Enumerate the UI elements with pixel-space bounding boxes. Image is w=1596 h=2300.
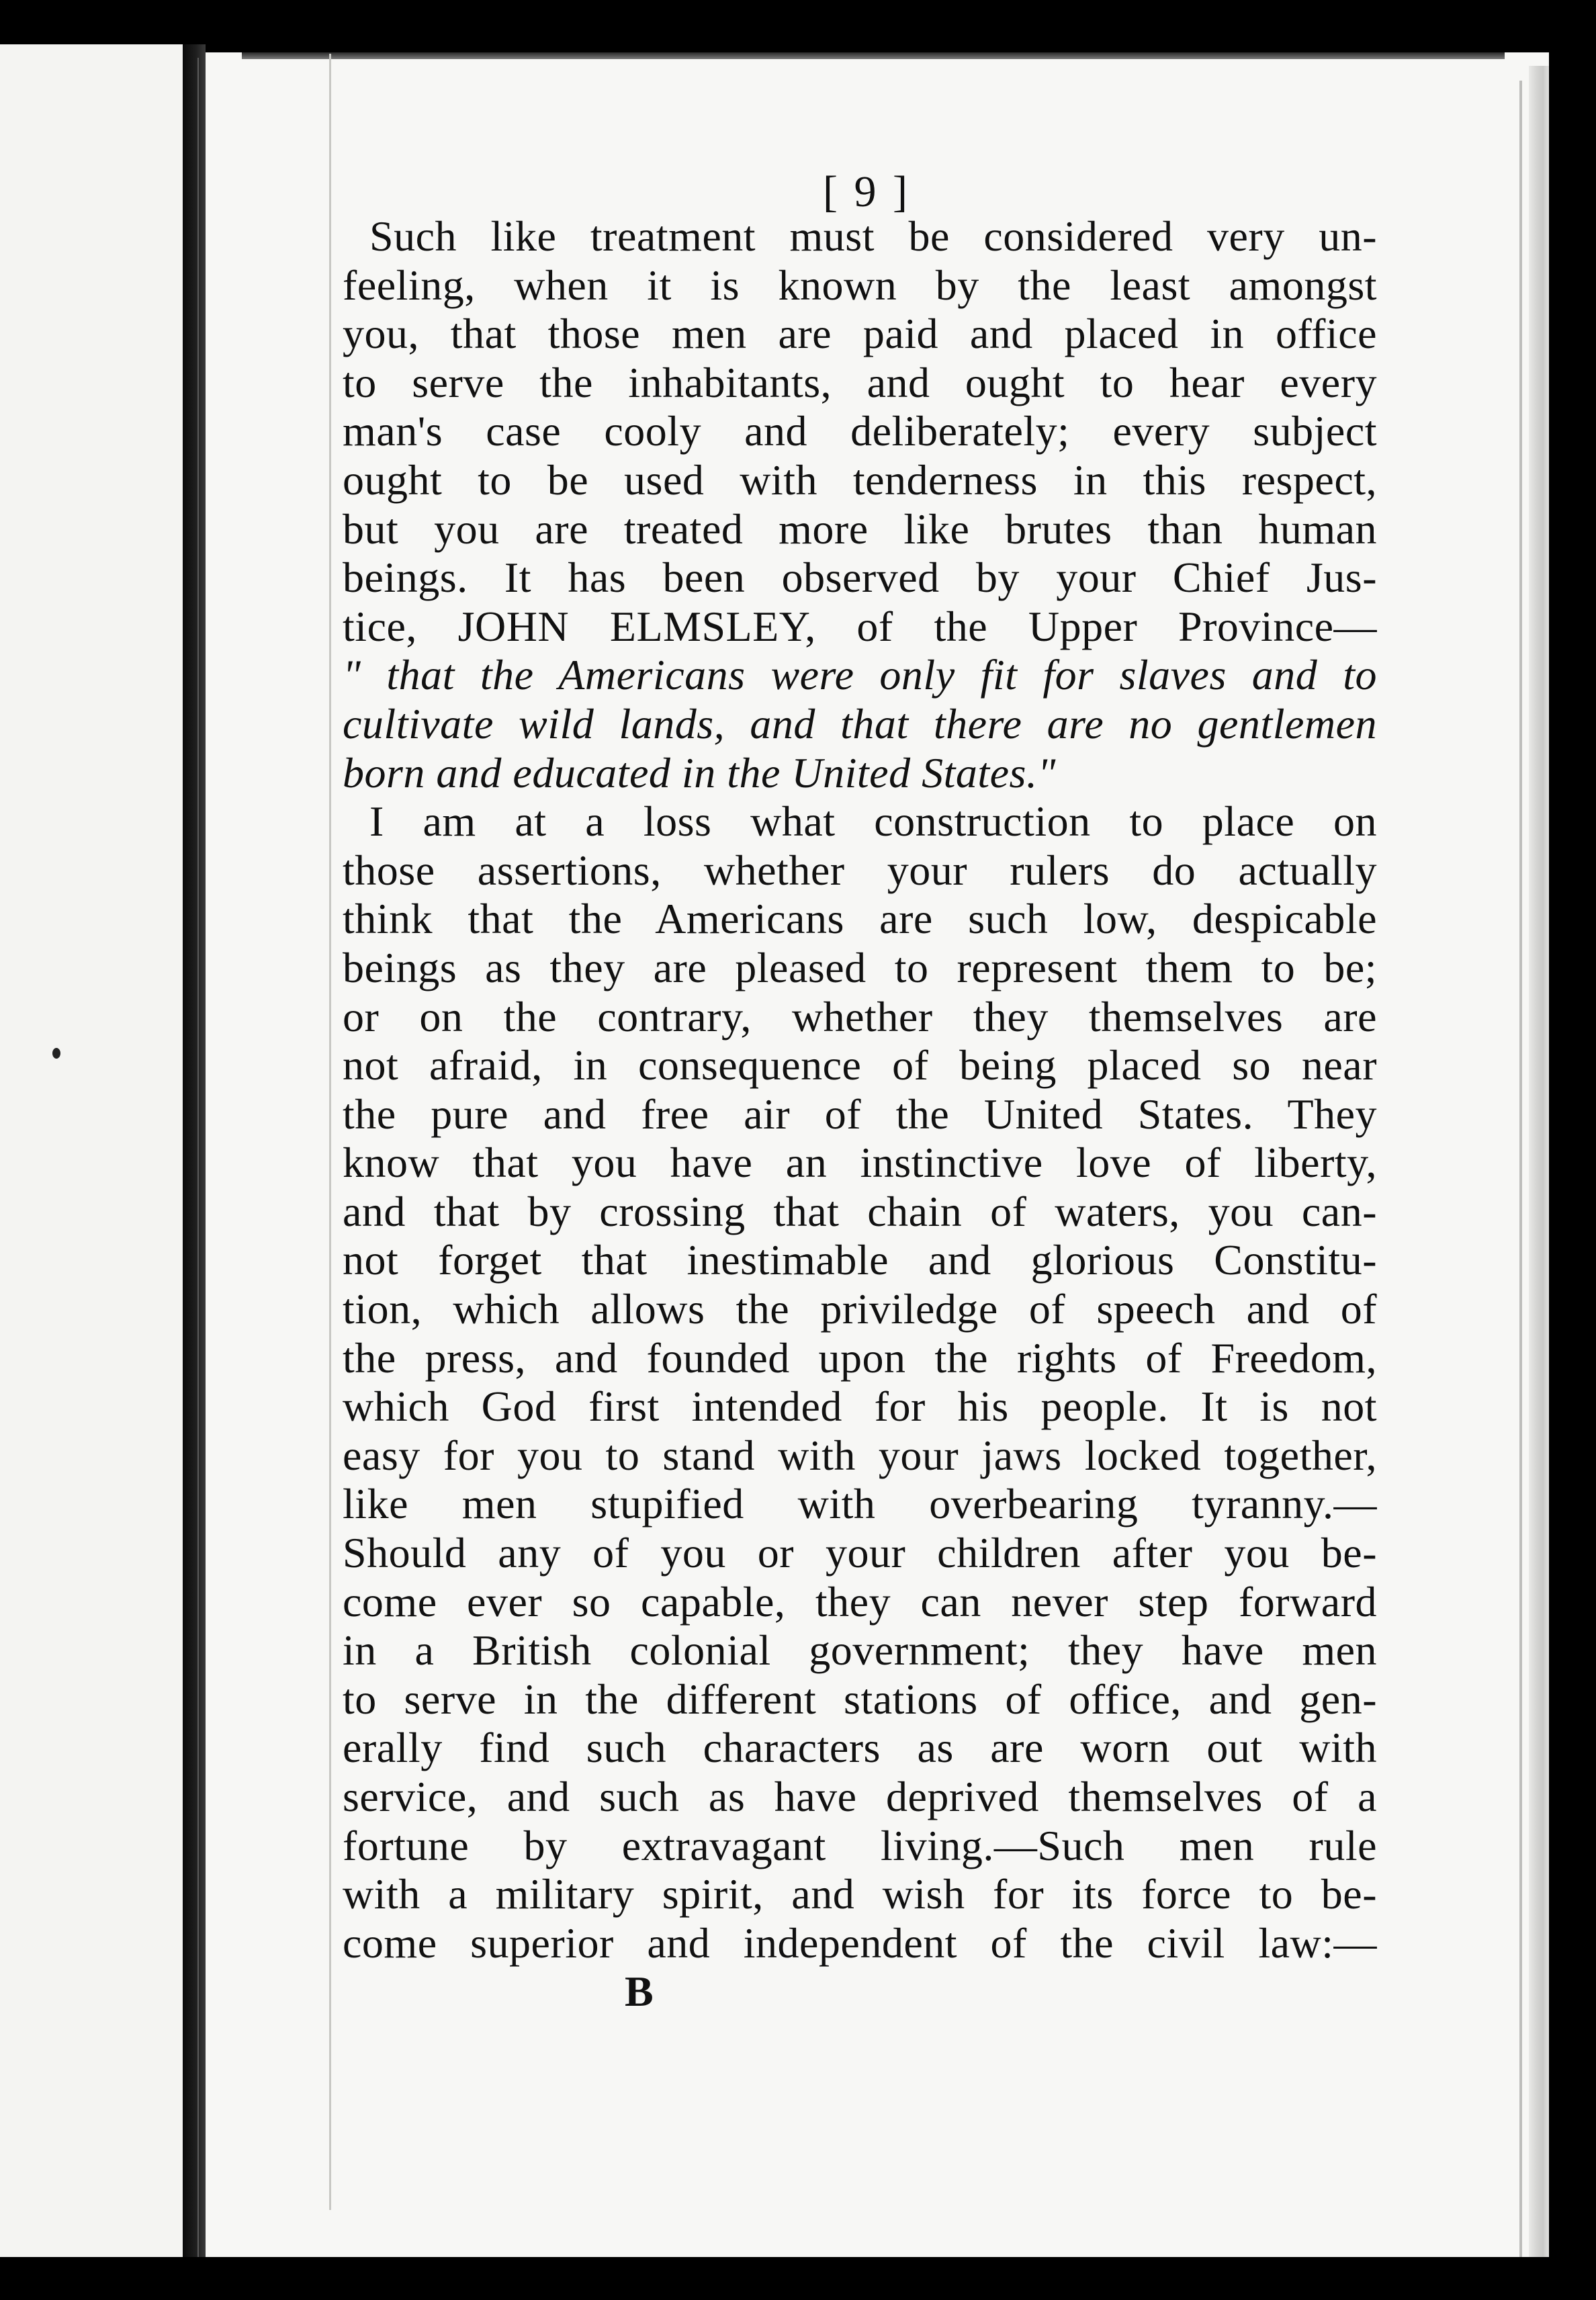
fore-edge bbox=[1529, 66, 1549, 2257]
text-line: with a military spirit, and wish for its force to be- bbox=[343, 1870, 1377, 1918]
text-line: easy for you to stand with your jaws locked together, bbox=[343, 1431, 1377, 1479]
bottom-shadow bbox=[0, 2257, 1596, 2300]
text-line: man's case cooly and deliberately; every subject bbox=[343, 407, 1377, 455]
left-page bbox=[0, 44, 183, 2274]
quote-line: " that the Americans were only fit for slaves and to bbox=[343, 651, 1377, 699]
page-text bbox=[343, 168, 1377, 2017]
text-line: ought to be used with tenderness in this respect, bbox=[343, 455, 1377, 504]
text-line: I am at a loss what construction to place on bbox=[369, 797, 1377, 846]
text-line: Should any of you or your children after you be- bbox=[343, 1529, 1377, 1577]
page-edge-rule bbox=[197, 58, 199, 2261]
text-line: beings. It has been observed by your Chief Jus- bbox=[343, 554, 1377, 602]
page-number: [ 9 ] bbox=[823, 167, 910, 216]
text-line: tion, which allows the priviledge of speech and of bbox=[343, 1285, 1377, 1333]
text-line: the pure and free air of the United States. They bbox=[343, 1090, 1377, 1138]
text-line: you, that those men are paid and placed in office bbox=[343, 310, 1377, 358]
text-line: like men stupified with overbearing tyranny.— bbox=[343, 1480, 1377, 1528]
text-line: come ever so capable, they can never step forward bbox=[343, 1577, 1377, 1626]
text-line: but you are treated more like brutes than human bbox=[343, 504, 1377, 553]
quote-line: born and educated in the United States." bbox=[343, 748, 1056, 797]
text-line: to serve in the different stations of office, and gen- bbox=[343, 1675, 1377, 1723]
text-line: and that by crossing that chain of waters, you can- bbox=[343, 1187, 1377, 1235]
signature-mark: B bbox=[625, 1967, 654, 2016]
margin-rule bbox=[329, 54, 331, 2210]
fore-edge-line bbox=[1519, 81, 1522, 2257]
text-line: feeling, when it is known by the least amongst bbox=[343, 261, 1377, 309]
text-line: fortune by extravagant living.—Such men rule bbox=[343, 1821, 1377, 1869]
text-line: beings as they are pleased to represent them to be; bbox=[343, 943, 1377, 991]
text-line: come superior and independent of the civil law:— bbox=[343, 1918, 1377, 1967]
top-edge-shadow bbox=[242, 52, 1505, 59]
text-line: tice, JOHN ELMSLEY, of the Upper Province— bbox=[343, 602, 1377, 650]
text-line: or on the contrary, whether they themselves are bbox=[343, 992, 1377, 1041]
text-line: service, and such as have deprived themselves of a bbox=[343, 1773, 1377, 1820]
text-line: to serve the inhabitants, and ought to hear every bbox=[343, 358, 1377, 406]
text-line: not afraid, in consequence of being placed so near bbox=[343, 1041, 1377, 1090]
text-line: erally find such characters as are worn out with bbox=[343, 1724, 1377, 1772]
text-line: think that the Americans are such low, despicable bbox=[343, 895, 1377, 943]
text-line: those assertions, whether your rulers do actually bbox=[343, 846, 1377, 894]
text-line: which God first intended for his people. It is not bbox=[343, 1382, 1377, 1431]
gutter-shadow bbox=[183, 44, 206, 2274]
ink-speck bbox=[52, 1048, 60, 1059]
text-line: Such like treatment must be considered very un- bbox=[369, 212, 1377, 260]
text-line: in a British colonial government; they have men bbox=[343, 1626, 1377, 1675]
text-line: not forget that inestimable and glorious Constitu- bbox=[343, 1236, 1377, 1284]
text-line: the press, and founded upon the rights of Freedom, bbox=[343, 1333, 1377, 1382]
quote-line: cultivate wild lands, and that there are no gentlemen bbox=[343, 699, 1377, 748]
text-line: know that you have an instinctive love of liberty, bbox=[343, 1139, 1377, 1187]
